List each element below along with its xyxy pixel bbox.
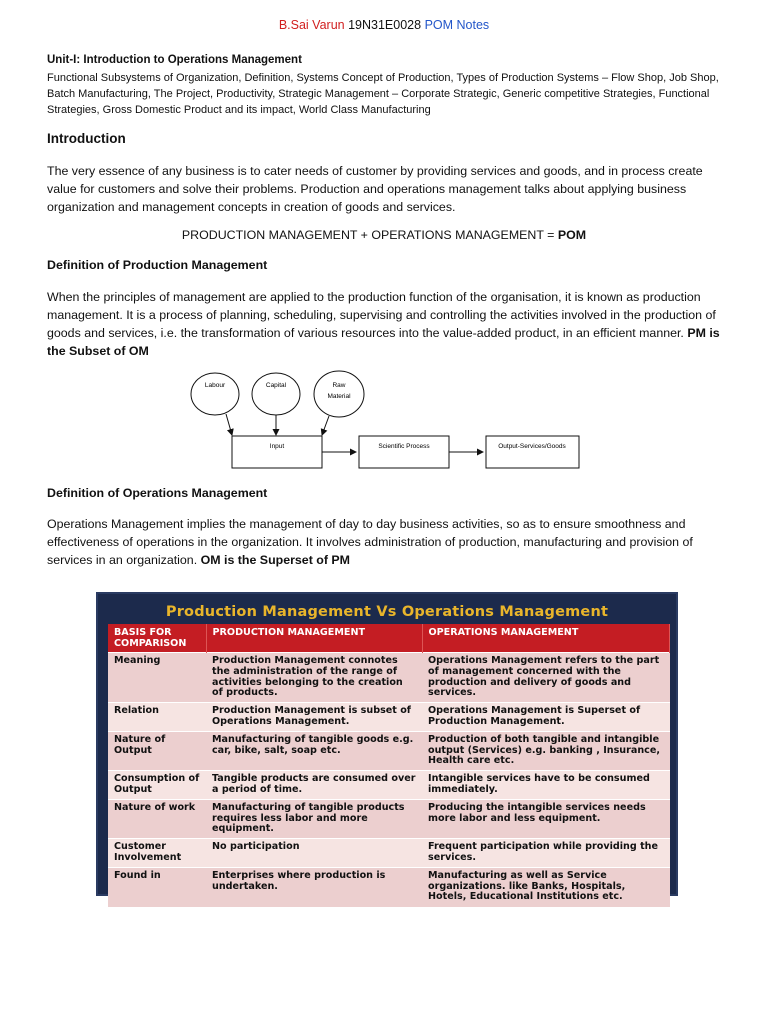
comparison-table <box>108 624 670 907</box>
header-operations: OPERATIONS MANAGEMENT <box>422 624 670 653</box>
notes-label: POM Notes <box>424 18 490 32</box>
capital-label: Capital <box>265 382 287 389</box>
row-operations: Intangible services have to be consumed immediately. <box>422 771 670 800</box>
pm-subset-note: PM is the Subset of OM <box>47 326 720 358</box>
author-name: B.Sai Varun <box>278 18 345 32</box>
row-basis: Found in <box>108 867 206 907</box>
intro-heading: Introduction <box>47 131 126 146</box>
row-operations: Producing the intangible services needs more labor and less equipment. <box>422 799 670 838</box>
table-row <box>108 799 670 838</box>
roll-number: 19N31E0028 <box>348 18 422 32</box>
table-row <box>108 771 670 800</box>
table-row <box>108 839 670 868</box>
comparison-figure <box>96 592 678 903</box>
comparison-header-row <box>108 624 670 653</box>
table-row <box>108 731 670 770</box>
table-row <box>108 653 670 703</box>
header-production: PRODUCTION MANAGEMENT <box>206 624 422 653</box>
row-production: Manufacturing of tangible products requires less labor and more equipment. <box>206 799 422 838</box>
om-superset-note: OM is the Superset of PM <box>197 553 350 567</box>
formula-result: POM <box>557 228 587 242</box>
row-operations: Production of both tangible and intangible output (Services) e.g. banking , Insurance, Health care etc. <box>422 731 670 770</box>
pom-formula <box>0 228 768 242</box>
capital-node <box>252 373 300 415</box>
row-basis: Relation <box>108 703 206 732</box>
row-production: Tangible products are consumed over a period of time. <box>206 771 422 800</box>
row-production: No participation <box>206 839 422 868</box>
input-box <box>232 436 322 468</box>
row-basis: Customer Involvement <box>108 839 206 868</box>
unit-topics: Functional Subsystems of Organization, Definition, Systems Concept of Production, Types of Production Systems – Flow Shop, Job Shop, Batch Manufacturing, The Project, Productivity, Strategic Management – Corporate Strategic, Generic competitive Strategies, Functional Strategies, Gross Domestic Product and its impact, World Class Manufacturing <box>47 72 719 116</box>
om-text: Operations Management implies the management of day to day business activities, so as to ensure smoothness and effectiveness of operations in the organization. It involves administration of production, manufacturing and provision of services in an organization. <box>47 517 693 567</box>
row-basis: Nature of work <box>108 799 206 838</box>
row-basis: Consumption of Output <box>108 771 206 800</box>
process-label: Scientific Process <box>378 443 430 450</box>
table-row <box>108 703 670 732</box>
page-header <box>0 18 768 32</box>
row-production: Production Management is subset of Operations Management. <box>206 703 422 732</box>
om-paragraph <box>47 515 723 569</box>
process-box <box>359 436 449 468</box>
om-heading: Definition of Operations Management <box>47 486 268 500</box>
pm-text: When the principles of management are applied to the production function of the organisation, it is known as production management. It is a process of planning, scheduling, supervising and controlling the activities involved in the production of goods and services, i.e. the transformation of various resources into the value-added product, in an efficient manner. <box>47 290 716 340</box>
table-row <box>108 867 670 907</box>
row-production: Production Management connotes the administration of the range of activities belonging to the creation of products. <box>206 653 422 703</box>
intro-paragraph: The very essence of any business is to cater needs of customer by providing services and goods, and in process create value for customers and solve their problems. Production and operations management talks about applying business organization and management concepts in creation of goods and services. <box>47 164 703 214</box>
row-operations: Manufacturing as well as Service organizations. like Banks, Hospitals, Hotels, Educational Institutions etc. <box>422 867 670 907</box>
row-operations: Operations Management is Superset of Production Management. <box>422 703 670 732</box>
unit-title: Unit-I: Introduction to Operations Management <box>47 54 302 66</box>
row-production: Enterprises where production is undertaken. <box>206 867 422 907</box>
output-box <box>486 436 579 468</box>
labour-node <box>191 373 239 415</box>
pm-paragraph <box>47 288 723 360</box>
header-basis: BASIS FOR COMPARISON <box>108 624 206 653</box>
input-label: Input <box>269 443 285 450</box>
pm-heading: Definition of Production Management <box>47 258 268 272</box>
comparison-title: Production Management Vs Operations Management <box>165 604 609 620</box>
row-operations: Operations Management refers to the part of management concerned with the production and delivery of goods and services. <box>422 653 670 703</box>
raw-label: Raw <box>332 382 346 389</box>
labour-label: Labour <box>204 382 226 389</box>
row-production: Manufacturing of tangible goods e.g. car, bike, salt, soap etc. <box>206 731 422 770</box>
material-label: Material <box>327 393 351 400</box>
formula-text: PRODUCTION MANAGEMENT + OPERATIONS MANAGEMENT = <box>181 228 558 242</box>
production-flow-diagram <box>186 366 586 474</box>
row-operations: Frequent participation while providing the services. <box>422 839 670 868</box>
row-basis: Meaning <box>108 653 206 703</box>
row-basis: Nature of Output <box>108 731 206 770</box>
output-label: Output-Services/Goods <box>498 443 566 450</box>
